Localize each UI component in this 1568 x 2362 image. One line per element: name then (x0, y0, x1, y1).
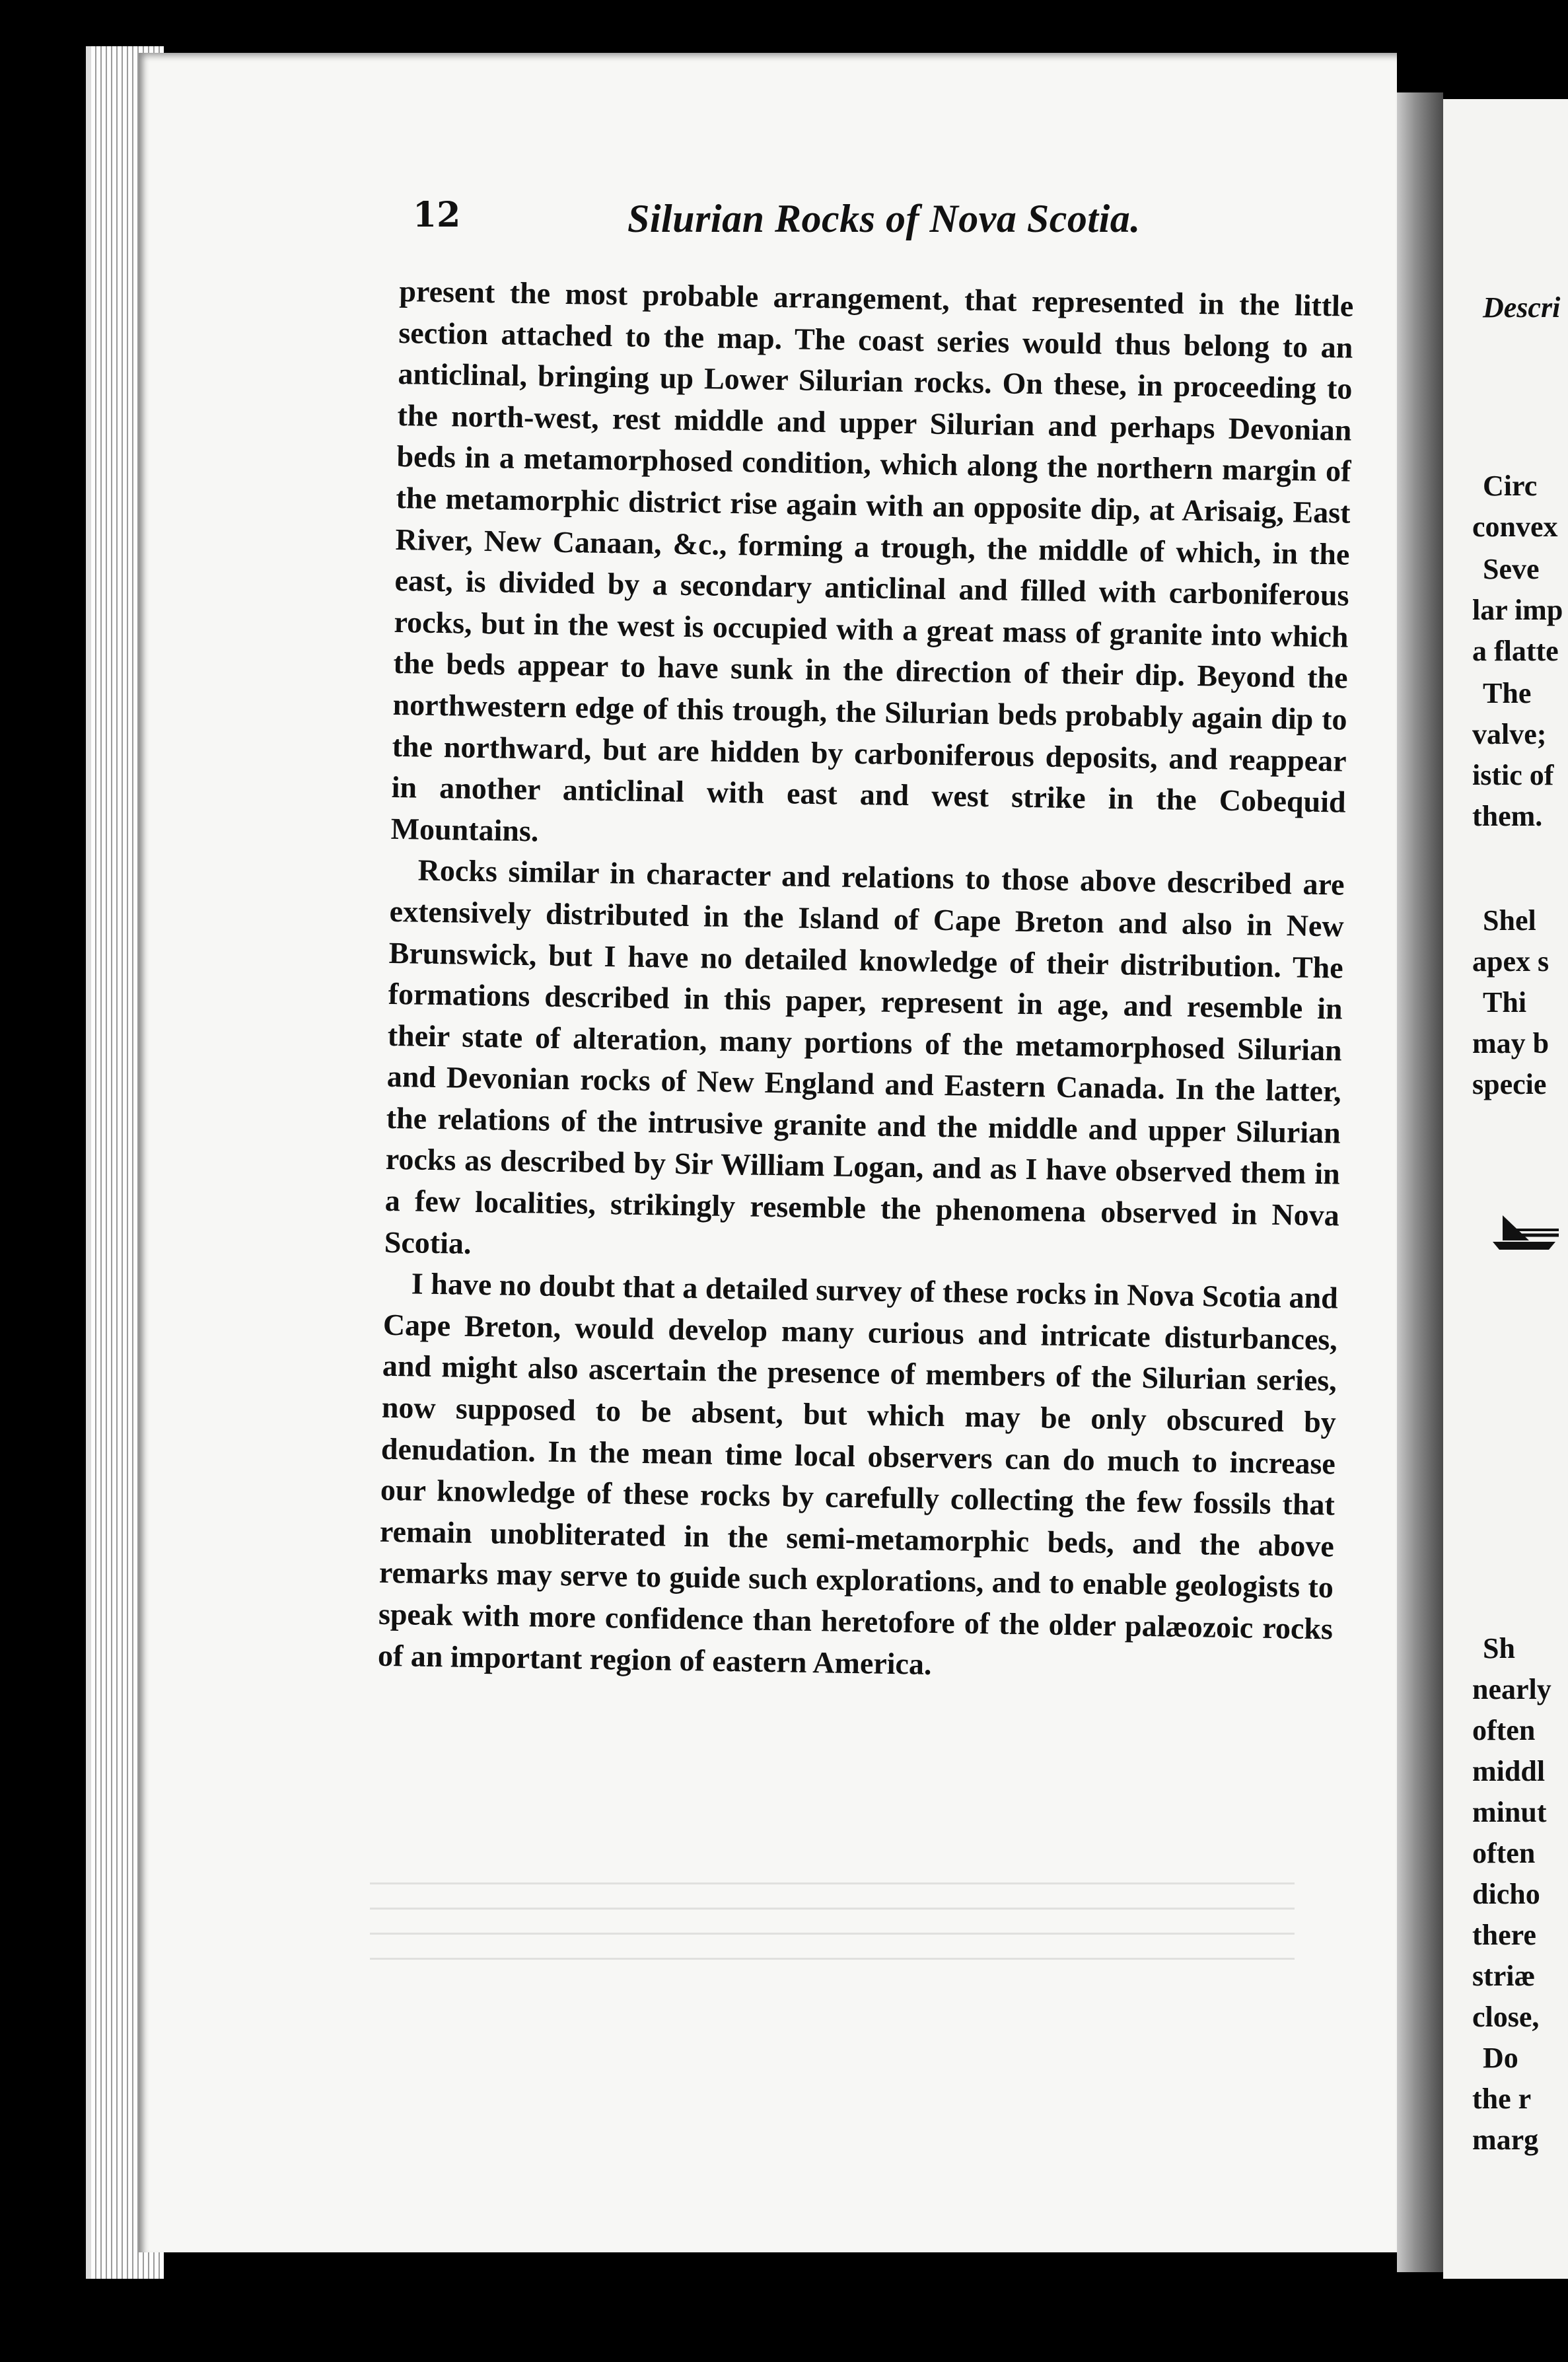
facing-line: striæ (1472, 1960, 1536, 1992)
facing-line: Descri (1483, 291, 1561, 324)
facing-line: marg (1472, 2124, 1539, 2156)
show-through-text (370, 1863, 1295, 2061)
facing-line: Circ (1483, 470, 1538, 502)
facing-line: there (1472, 1919, 1536, 1951)
facing-line: lar imp (1472, 594, 1563, 626)
facing-line: often (1472, 1837, 1536, 1869)
facing-line: Seve (1483, 553, 1540, 585)
page-header (413, 195, 1351, 254)
facing-line: istic of (1472, 759, 1554, 791)
paragraph: I have no doubt that a detailed survey of these rocks in Nova Scotia and Cape Breton, would develop many curious and intricate disturbances, and might also ascertain the presence of members of the Silurian series, now supposed to be absent, but which may be only obscured by denudation. In the mean time local observers can do much to increase our knowledge of these rocks by carefully collecting the few fossils that remain unobliterated in the semi-metamorphic beds, and the above remarks may serve to guide such explorations, and to enable geologists to speak with more confidence than heretofore of the older palæozoic rocks of an important region of eastern America. (377, 1266, 1339, 1681)
facing-page (1443, 99, 1568, 2279)
facing-line: dicho (1472, 1878, 1540, 1910)
facing-line: them. (1472, 800, 1543, 832)
paragraph: Rocks similar in character and relations to those above described are extensively distributed in the Island of Cape Breton and also in New Brunswick, but I have no detailed knowledge of their distribution. The formations described in this paper, represent in age, and resemble in their state of alteration, many portions of the metamorphosed Silurian and Devonian rocks of New England and Eastern Canada. In the latter, the relations of the intrusive granite and the middle and upper Silurian rocks as described by Sir William Logan, and as I have observed them in a few localities, strikingly resemble the phenomena observed in Nova Scotia. (384, 853, 1345, 1260)
facing-line: Do (1483, 2042, 1518, 2074)
body-text (378, 271, 1354, 1692)
facing-line: Shel (1483, 904, 1536, 937)
paragraph: present the most probable arrangement, that represented in the little section attached to the map. The coast series would thus belong to an anticlinal, bringing up Lower Silurian rocks. On these, in proceeding to the north-west, rest middle and upper Silurian and perhaps Devonian beds in a metamorphosed condition, which along the northern margin of the metamorphic district rise again with an opposite dip, at Arisaig, East River, New Canaan, &c., forming a trough, the middle of which, in the east, is divided by a secondary anticlinal and filled with carboniferous rocks, but in the west is occupied with a great mass of granite into which the beds appear to have sunk in the direction of their dip. Beyond the northwestern edge of this trough, the Silurian beds probably again dip to the northward, but are hidden by carboniferous deposits, and reappear in another anticlinal with east and west strike in the Cobequid Mountains. (390, 273, 1354, 848)
facing-line: convex (1472, 511, 1558, 543)
running-head: Silurian Rocks of Nova Scotia. (627, 197, 1141, 240)
facing-line: nearly (1472, 1673, 1551, 1705)
facing-line: close, (1472, 2001, 1540, 2033)
facing-line: apex s (1472, 945, 1550, 978)
facing-line: often (1472, 1714, 1536, 1746)
page-number: 12 (413, 195, 461, 235)
ornament-icon (1489, 1202, 1562, 1255)
facing-line: middl (1472, 1755, 1546, 1787)
facing-line: specie (1472, 1068, 1547, 1100)
facing-line: Thi (1483, 986, 1527, 1019)
facing-line: may b (1472, 1027, 1550, 1059)
facing-line: minut (1472, 1796, 1547, 1828)
facing-line: Sh (1483, 1632, 1515, 1664)
facing-line: The (1483, 677, 1532, 709)
facing-line: the r (1472, 2083, 1532, 2115)
book-gutter (1397, 92, 1443, 2272)
facing-line: a flatte (1472, 635, 1559, 667)
facing-line: valve; (1472, 718, 1547, 750)
